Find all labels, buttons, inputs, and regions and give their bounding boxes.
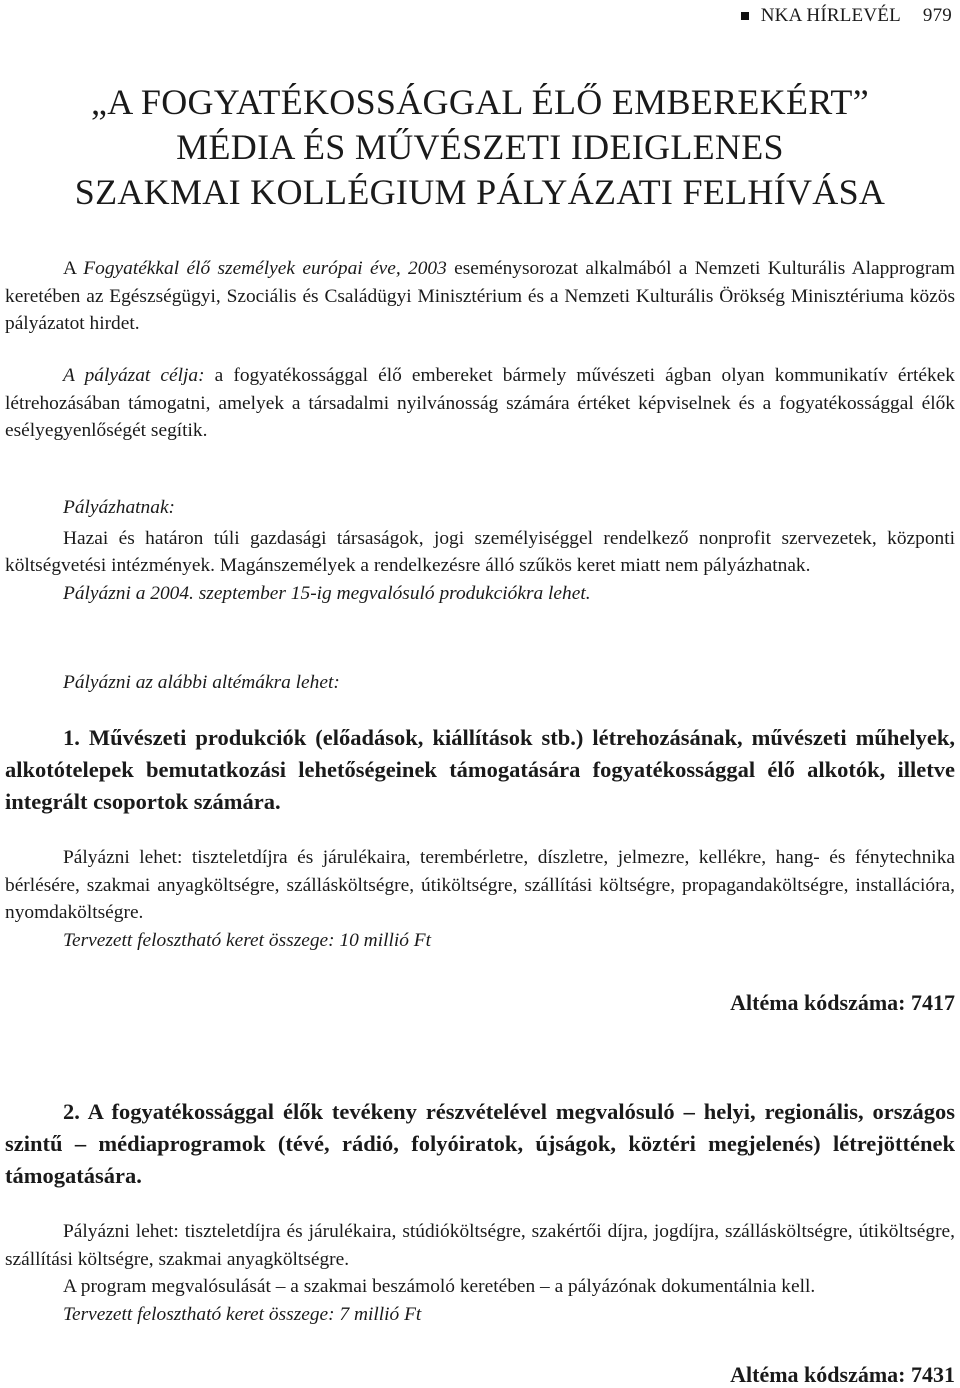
title-line-1: „A FOGYATÉKOSSÁGGAL ÉLŐ EMBEREKÉRT” [91, 82, 869, 122]
topic-1-details [5, 844, 955, 954]
topic-2-title: 2. A fogyatékossággal élők tevékeny részvételével megvalósuló – helyi, regionális, országos szintű – médiaprogramok (tévé, rádió, folyóiratok, újságok, köztéri megjelenés) létrejöttének támogatására. [5, 1099, 955, 1188]
topic-1-code: Altéma kódszáma: 7417 [730, 990, 955, 1015]
topic-1-title: 1. Művészeti produkciók (előadások, kiállítások stb.) létrehozásának, művészeti műhelyek, alkotótelepek bemutatkozási lehetőségeinek támogatására fogyatékossággal élő alkotók, illetve integrált csoportok számára. [5, 725, 955, 814]
intro-rest: eseménysorozat alkalmából a Nemzeti Kulturális Alapprogram keretében az Egészségügyi, Szociális és Családügyi Minisztérium és a Nemzeti Kulturális Örökség Minisztériuma közös pályázatot hirdet. [5, 258, 955, 334]
goal-paragraph [5, 362, 955, 445]
title-line-2: MÉDIA ÉS MŰVÉSZETI IDEIGLENES [176, 127, 784, 167]
goal-label: A pályázat célja: [63, 365, 205, 386]
goal-text: a fogyatékossággal élő embereket bármely művészeti ágban olyan kommunikatív értékek létrehozásában támogatni, amelyek a társadalmi nyilvánosság számára értéket képviselnek és a fogyatékossággal élők esélyegyenlőségét segítik. [5, 365, 955, 441]
subtopics-label: Pályázni az alábbi altémákra lehet: [63, 672, 340, 693]
topic-2-eligible-costs: Pályázni lehet: tiszteletdíjra és járulékaira, stúdióköltségre, szakértői díjra, jogdíjra, szállásköltségre, útiköltségre, szállítási költségre, szakmai anyagköltségre. [5, 1221, 955, 1270]
eligible-section [5, 494, 955, 607]
title-line-3: SZAKMAI KOLLÉGIUM PÁLYÁZATI FELHÍVÁSA [74, 172, 886, 212]
topic-2-details [5, 1218, 955, 1328]
intro-italic: Fogyatékkal élő személyek európai éve, 2003 [83, 258, 447, 279]
intro-lead: A [63, 258, 84, 279]
topic-1-eligible-costs: Pályázni lehet: tiszteletdíjra és járulékaira, terembérletre, díszletre, jelmezre, kellékre, hang- és fénytechnika bérlésére, szakmai anyagköltségre, szállásköltségre, útiköltségre, szállítási költségre, propagandaköltségre, installációra, nyomdaköltségre. [5, 847, 955, 923]
topic-2-documentation: A program megvalósulását – a szakmai beszámoló keretében – a pályázónak dokumentálnia kell. [63, 1276, 816, 1297]
subtopics-label-block [5, 669, 955, 697]
page-header [741, 5, 952, 27]
topic-1-title-block [5, 722, 955, 818]
topic-1-budget: Tervezett felosztható keret összege: 10 millió Ft [63, 929, 432, 951]
newsletter-name: NKA HÍRLEVÉL [760, 5, 901, 26]
eligible-label: Pályázhatnak: [63, 497, 176, 518]
topic-2-code: Altéma kódszáma: 7431 [730, 1362, 955, 1387]
deadline-text: Pályázni a 2004. szeptember 15-ig megvalósuló produkciókra lehet. [63, 582, 591, 604]
topic-2-title-block [5, 1096, 955, 1192]
bullet-square-icon [741, 12, 749, 20]
page-number: 979 [922, 5, 952, 26]
intro-paragraph [5, 255, 955, 338]
page-title [0, 80, 960, 215]
eligible-text: Hazai és határon túli gazdasági társaságok, jogi személyiséggel rendelkező nonprofit szervezetek, központi költségvetési intézmények. Magánszemélyek a rendelkezésre álló szűkös keret miatt nem pályázhatnak. [5, 527, 955, 576]
topic-2-budget: Tervezett felosztható keret összege: 7 millió Ft [63, 1303, 422, 1325]
